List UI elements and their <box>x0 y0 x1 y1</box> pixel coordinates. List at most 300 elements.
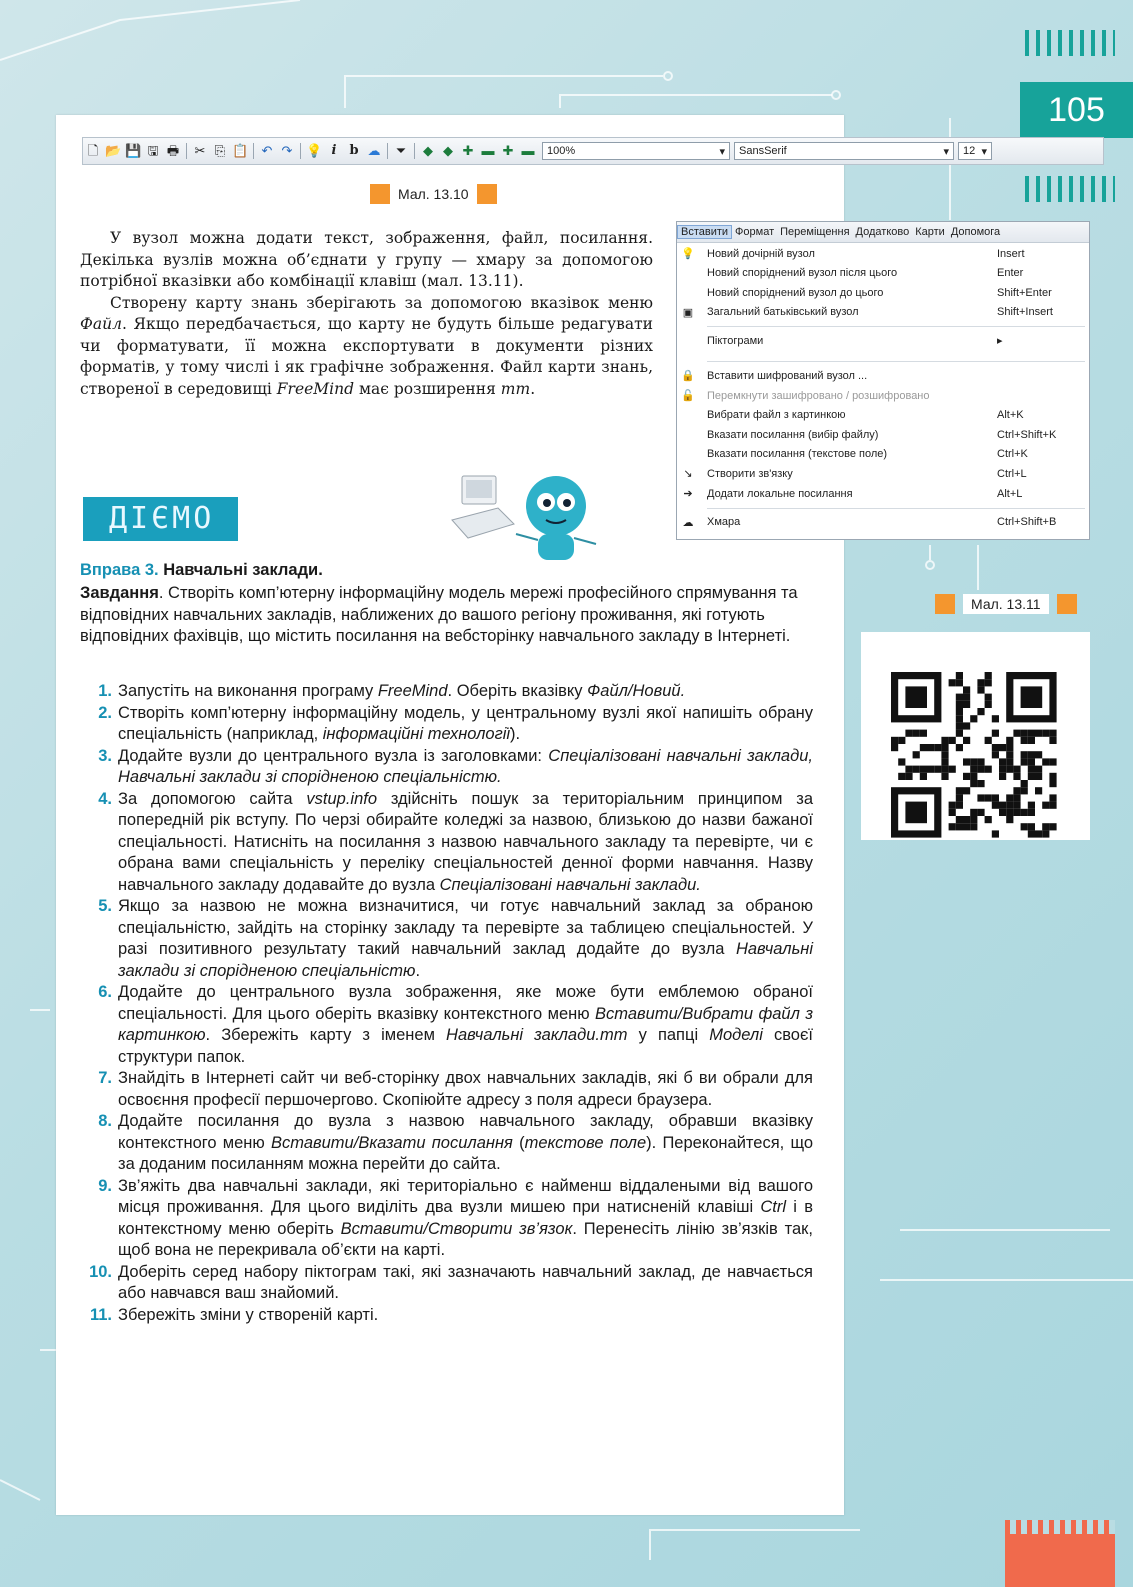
menu-item[interactable] <box>677 244 1089 263</box>
step-text: здійсніть пошук за територіальним принципом за попередній рік вступу. По черзі обирайте коледжі за назвою, близькою до назви бажаної спеціальності. Натисніть на посилання з назвою навчального закладу та перевірте, чи є обрана вами спеціальність у переліку спеціальностей денної форми навчання. Назву навчального закладу додавайте до вузла <box>118 789 813 894</box>
qr-module <box>956 802 963 809</box>
menu-item-icon: 💡 <box>681 248 695 260</box>
qr-module <box>1042 823 1049 830</box>
qr-module <box>1035 830 1042 837</box>
qr-module <box>949 823 956 830</box>
menu-item-label: Хмара <box>707 516 741 529</box>
step-text: За допомогою сайта <box>118 789 307 808</box>
qr-module <box>941 737 948 744</box>
step-item <box>80 982 813 1068</box>
qr-module <box>913 766 920 773</box>
qr-module <box>956 730 963 737</box>
step-item <box>80 789 813 897</box>
menu-bar-item-insert[interactable]: Вставити <box>677 225 732 239</box>
menu-item[interactable] <box>677 445 1089 464</box>
qr-module <box>970 766 977 773</box>
qr-module <box>891 737 898 744</box>
qr-module <box>949 809 956 816</box>
qr-module <box>1006 809 1013 816</box>
qr-module <box>1049 794 1056 801</box>
menu-item-shortcut: ▸ <box>997 335 1003 348</box>
zoom-in-icon[interactable]: ✚ <box>462 143 474 158</box>
menu-item[interactable] <box>677 484 1089 503</box>
qr-module <box>905 766 912 773</box>
qr-module <box>1049 802 1056 809</box>
arrow-right-icon[interactable]: ◆ <box>443 143 453 158</box>
qr-module <box>963 758 970 765</box>
qr-module <box>985 679 992 686</box>
qr-module <box>999 766 1006 773</box>
qr-module <box>905 773 912 780</box>
task-label: Завдання <box>80 584 159 602</box>
menu-item[interactable] <box>677 366 1089 385</box>
qr-module <box>985 701 992 708</box>
qr-module <box>999 744 1006 751</box>
qr-module <box>985 766 992 773</box>
qr-module <box>970 758 977 765</box>
menu-item-shortcut: Ctrl+L <box>997 467 1027 480</box>
qr-module <box>992 715 999 722</box>
toolbar-separator <box>387 143 388 159</box>
menu-item-icon: ➔ <box>683 488 693 500</box>
menu-bar-item-extras[interactable]: Додатково <box>855 226 910 238</box>
qr-module <box>905 802 927 824</box>
qr-module <box>956 744 963 751</box>
qr-module <box>1042 830 1049 837</box>
qr-module <box>977 708 984 715</box>
menu-bar-item-help[interactable]: Допомога <box>950 226 1001 238</box>
qr-module <box>1035 766 1042 773</box>
qr-module <box>1013 802 1020 809</box>
intro-paragraph-2: Створену карту знань зберігають за допомогою вказівок меню Файл. Якщо передбачається, що карту не будуть більше редагувати чи форматувати, її можна експортувати в документи різних форматів, у тому числі і як графічне зображення. Файл карти знань, створеної в середовищі FreeMind має розширення mm. <box>80 293 653 398</box>
save-as-icon[interactable]: 🖫 <box>147 143 159 158</box>
qr-module <box>963 816 970 823</box>
step-number: 3. <box>98 746 112 765</box>
bulb-icon[interactable]: 💡 <box>306 143 323 158</box>
qr-module <box>963 773 970 780</box>
qr-module <box>1035 730 1042 737</box>
menu-item[interactable] <box>677 513 1089 532</box>
menu-item[interactable] <box>677 303 1089 322</box>
steps-list <box>80 681 813 1326</box>
qr-module <box>920 730 927 737</box>
qr-module <box>956 708 963 715</box>
qr-module <box>963 686 970 693</box>
step-text: і в контекстному меню оберіть <box>118 1198 813 1238</box>
toolbar-separator <box>300 143 301 159</box>
qr-module <box>956 715 963 722</box>
qr-module <box>949 802 956 809</box>
step-number: 11. <box>89 1305 112 1324</box>
menu-item-label: Новий споріднений вузол до цього <box>707 286 884 299</box>
qr-module <box>1006 737 1013 744</box>
new-file-icon[interactable]: 🗋 <box>87 143 99 158</box>
step-number: 9. <box>98 1176 112 1195</box>
step-number: 5. <box>98 897 112 915</box>
qr-module <box>1042 758 1049 765</box>
qr-module <box>1049 737 1056 744</box>
qr-module <box>992 744 999 751</box>
menu-bar-item-navigate[interactable]: Переміщення <box>780 226 850 238</box>
step-number: 10. <box>89 1262 112 1281</box>
qr-module <box>1035 751 1042 758</box>
filter-icon[interactable]: ⏷ <box>395 143 407 158</box>
qr-module <box>977 794 984 801</box>
menu-divider <box>707 326 1085 327</box>
qr-module <box>999 802 1006 809</box>
step-text: FreeMind <box>377 682 448 700</box>
step-text: ( <box>512 1133 525 1152</box>
save-icon[interactable]: 💾 <box>125 143 142 158</box>
exercise-label: Вправа 3. <box>80 561 159 579</box>
qr-module <box>970 816 977 823</box>
menu-item[interactable] <box>677 283 1089 302</box>
qr-module <box>1013 766 1020 773</box>
menu-item[interactable] <box>677 464 1089 483</box>
font-size-value: 12 <box>963 145 976 157</box>
qr-module <box>992 794 999 801</box>
qr-module <box>934 744 941 751</box>
menu-bar <box>677 222 1089 243</box>
qr-module <box>1006 766 1013 773</box>
qr-module <box>985 794 992 801</box>
step-text: Додайте вузли до центрального вузла із заголовками: <box>118 746 549 765</box>
qr-module <box>1049 823 1056 830</box>
step-text: Навчальні заклади зі спорідненою спеціальністю <box>118 940 813 980</box>
step-number: 7. <box>98 1069 112 1087</box>
menu-item-icon: ↘ <box>683 468 693 481</box>
qr-module <box>970 809 977 816</box>
plus-icon[interactable]: ✚ <box>502 143 514 158</box>
caption-text: Мал. 13.10 <box>398 186 469 202</box>
qr-module <box>949 766 956 773</box>
menu-item-label: Додати локальне посилання <box>707 487 853 500</box>
menu-item-icon: 🔓 <box>681 390 695 402</box>
step-text: своєї структури папок. <box>118 1026 813 1066</box>
exercise-name: Навчальні заклади. <box>163 561 323 579</box>
step-text: Збережіть зміни у створеній карті. <box>118 1305 379 1324</box>
qr-module <box>970 823 977 830</box>
robot-illustration <box>450 468 610 568</box>
menu-bar-item-maps[interactable]: Карти <box>915 226 945 238</box>
decor-teeth-top <box>1025 30 1115 56</box>
qr-module <box>956 787 963 794</box>
step-item <box>80 896 813 982</box>
step-number: 2. <box>98 703 112 722</box>
menu-item[interactable] <box>677 331 1089 350</box>
cloud-icon[interactable]: ☁ <box>367 143 381 158</box>
task-paragraph <box>80 583 813 648</box>
step-item <box>80 746 813 789</box>
step-text: текстове поле <box>524 1133 647 1152</box>
qr-module <box>891 744 898 751</box>
qr-module <box>1021 730 1028 737</box>
caption-marker <box>935 594 955 614</box>
qr-module <box>941 773 948 780</box>
qr-module <box>1013 773 1020 780</box>
qr-module <box>992 830 999 837</box>
qr-module <box>1006 744 1013 751</box>
qr-module <box>920 744 927 751</box>
step-text: Моделі <box>709 1026 763 1044</box>
qr-module <box>977 780 984 787</box>
qr-module <box>941 744 948 751</box>
redo-icon[interactable]: ↷ <box>281 143 293 158</box>
menu-item-shortcut: Alt+L <box>997 487 1023 500</box>
menu-item-label: Піктограми <box>707 334 764 347</box>
qr-module <box>949 679 956 686</box>
menu-bar-item-format[interactable]: Формат <box>735 226 775 238</box>
font-select[interactable] <box>734 142 954 160</box>
qr-module <box>941 758 948 765</box>
qr-module <box>985 672 992 679</box>
menu-item-label: Створити зв'язку <box>707 467 793 480</box>
caption-text: Мал. 13.11 <box>963 594 1049 614</box>
step-number: 4. <box>98 789 112 808</box>
menu-item-label: Загальний батьківський вузол <box>707 306 859 319</box>
qr-module <box>1013 787 1020 794</box>
qr-module <box>1013 730 1020 737</box>
step-item <box>80 1305 813 1327</box>
menu-item-icon: ☁ <box>682 516 694 529</box>
toolbar-separator <box>414 143 415 159</box>
step-text: Спеціалізовані навчальні заклади. <box>439 875 701 894</box>
qr-module <box>992 751 999 758</box>
menu-item[interactable] <box>677 264 1089 283</box>
step-text: Файл/Новий. <box>587 682 686 700</box>
menu-item-shortcut: Shift+Insert <box>997 306 1053 319</box>
caption-marker <box>1057 594 1077 614</box>
qr-module <box>956 722 963 729</box>
qr-module <box>905 730 912 737</box>
qr-module <box>1042 730 1049 737</box>
qr-module <box>1021 780 1028 787</box>
step-text: Знайдіть в Інтернеті сайт чи веб-сторінку двох навчальних закладів, які б ви обрали для освоєння професії першочергово. Скопіюйте адресу з поля адреси браузера. <box>118 1069 813 1109</box>
font-size-select[interactable] <box>958 142 992 160</box>
step-text: ). <box>510 725 521 743</box>
zoom-select[interactable] <box>542 142 730 160</box>
font-value: SansSerif <box>739 145 787 157</box>
cut-icon[interactable]: ✂ <box>194 143 206 158</box>
step-item <box>80 1111 813 1176</box>
qr-module <box>992 802 999 809</box>
qr-module <box>920 773 927 780</box>
qr-module <box>963 737 970 744</box>
qr-module <box>927 744 934 751</box>
menu-item-shortcut: Enter <box>997 267 1024 280</box>
qr-code[interactable] <box>861 632 1090 840</box>
qr-module <box>963 694 970 701</box>
qr-module <box>1028 766 1035 773</box>
figure-caption-13-11 <box>935 594 1077 614</box>
qr-module <box>1028 751 1035 758</box>
qr-module <box>941 766 948 773</box>
toolbar-separator <box>186 143 187 159</box>
paste-icon[interactable]: 📋 <box>232 143 249 158</box>
qr-module <box>1028 823 1035 830</box>
step-text: Додайте посилання до вузла з назвою навчального закладу, обравши вказівку контекстного меню <box>118 1112 813 1152</box>
zoom-value: 100% <box>547 145 576 157</box>
qr-module <box>898 737 905 744</box>
qr-module <box>1021 686 1043 708</box>
intro-paragraph-1: У вузол можна додати текст, зображення, файл, посилання. Декілька вузлів можна об’єднати у групу — хмару за допомогою потрібної вказівки або комбінації клавіш (мал. 13.11). <box>80 229 653 290</box>
caption-marker <box>477 184 497 204</box>
chevron-down-icon: ▾ <box>719 145 725 158</box>
decor-teeth-mid <box>1025 176 1115 202</box>
step-text: Вставити/Створити зв’язок <box>340 1219 573 1238</box>
menu-item-shortcut: Insert <box>997 247 1025 260</box>
step-number: 6. <box>98 983 112 1001</box>
zoom-out-icon[interactable]: ▬ <box>481 143 495 158</box>
qr-module <box>970 780 977 787</box>
qr-module <box>949 737 956 744</box>
step-text: Доберіть серед набору піктограм такі, які зазначають навчальний заклад, де навчається або навчався ваш знайомий. <box>118 1262 813 1302</box>
step-text: . Збережіть карту з іменем <box>205 1026 447 1044</box>
qr-module <box>1006 751 1013 758</box>
bold-icon[interactable]: b <box>349 143 359 158</box>
qr-module <box>913 751 920 758</box>
qr-module <box>1021 751 1028 758</box>
qr-module <box>963 722 970 729</box>
qr-module <box>1028 830 1035 837</box>
step-text: . <box>415 961 421 980</box>
qr-module <box>956 794 963 801</box>
step-text: у папці <box>627 1026 710 1044</box>
menu-item-label: Вказати посилання (вибір файлу) <box>707 428 879 441</box>
step-text: Якщо за назвою не можна визначитися, чи готує навчальний заклад за обраною спеціальністю, зайдіть на сторінку закладу та перевірте за таблицею спеціальностей. У разі позитивного результату такий навчальний заклад додайте до вузла <box>118 897 813 958</box>
qr-module <box>977 679 984 686</box>
step-text: Вставити/Вибрати файл з картинкою <box>118 1004 813 1044</box>
qr-module <box>941 751 948 758</box>
qr-code-card <box>861 632 1090 840</box>
menu-divider <box>707 361 1085 362</box>
menu-item-label: Вибрати файл з картинкою <box>707 409 846 422</box>
step-text: Зв’яжіть два навчальні заклади, які територіально є найменш віддалеными від вашого місця проживання. Для цього виділіть два вузли мишею при натисненій клавіші <box>118 1176 813 1216</box>
menu-item[interactable] <box>677 406 1089 425</box>
qr-module <box>956 679 963 686</box>
qr-module <box>1021 787 1028 794</box>
qr-module <box>956 816 963 823</box>
step-item <box>80 1068 813 1111</box>
qr-module <box>963 787 970 794</box>
qr-module <box>1042 802 1049 809</box>
qr-module <box>1035 787 1042 794</box>
arrow-left-icon[interactable]: ◆ <box>423 143 433 158</box>
menu-item-label: Вказати посилання (текстове поле) <box>707 448 888 461</box>
qr-module <box>999 809 1006 816</box>
qr-module <box>934 766 941 773</box>
step-text: Запустіть на виконання програму <box>118 682 378 700</box>
qr-module <box>985 694 992 701</box>
menu-item-icon: ▣ <box>682 306 694 319</box>
step-item <box>80 1176 813 1262</box>
qr-module <box>1028 773 1035 780</box>
qr-module <box>1035 773 1042 780</box>
qr-module <box>956 701 963 708</box>
qr-module <box>1006 794 1013 801</box>
qr-module <box>1021 737 1028 744</box>
open-file-icon[interactable]: 📂 <box>105 143 122 158</box>
qr-module <box>977 766 984 773</box>
step-text: vstup.info <box>306 789 378 808</box>
qr-module <box>898 773 905 780</box>
exercise-title <box>80 561 323 580</box>
menu-divider <box>707 508 1085 509</box>
step-item <box>80 1262 813 1305</box>
step-text: Створіть комп’ютерну інформаційну модель, у центральному вузлі якої напишіть обрану спеціальність (наприклад, <box>118 703 813 743</box>
qr-module <box>977 686 984 693</box>
qr-module <box>956 823 963 830</box>
qr-module <box>956 694 963 701</box>
qr-module <box>985 816 992 823</box>
menu-item-shortcut: Shift+Enter <box>997 286 1052 299</box>
undo-icon[interactable]: ↶ <box>261 143 273 158</box>
chevron-down-icon: ▾ <box>943 145 949 158</box>
qr-module <box>1006 816 1013 823</box>
menu-item-shortcut: Ctrl+Shift+K <box>997 428 1057 441</box>
menu-item-shortcut: Ctrl+Shift+B <box>997 516 1057 529</box>
qr-module <box>999 758 1006 765</box>
intro-text <box>80 228 653 400</box>
qr-module <box>999 773 1006 780</box>
menu-item <box>677 386 1089 405</box>
qr-module <box>1013 794 1020 801</box>
caption-marker <box>370 184 390 204</box>
menu-item-label: Перемкнути зашифровано / розшифровано <box>707 389 930 402</box>
qr-module <box>913 730 920 737</box>
step-text: ). Переконайтеся, що за доданим посиланням можна перейти до сайта. <box>118 1133 814 1173</box>
qr-module <box>1028 730 1035 737</box>
qr-module <box>963 823 970 830</box>
step-text: інформаційні технології <box>322 725 511 743</box>
step-number: 1. <box>98 682 112 700</box>
print-icon[interactable]: 🖶 <box>166 143 180 158</box>
step-item <box>80 703 813 746</box>
step-text: . Перенесіть лінію зв’язків так, щоб вона не перекривала об’єкти на карті. <box>118 1219 813 1259</box>
qr-module <box>905 686 927 708</box>
chevron-down-icon: ▾ <box>981 145 987 158</box>
menu-item-icon: 🔒 <box>681 370 695 383</box>
copy-icon[interactable]: ⎘ <box>214 143 226 158</box>
qr-module <box>956 672 963 679</box>
qr-module <box>898 758 905 765</box>
qr-module <box>977 809 984 816</box>
step-text: Спеціалізовані навчальні заклади, Навчальні заклади зі спорідненою спеціальністю. <box>118 746 813 786</box>
toolbar-separator <box>253 143 254 159</box>
qr-module <box>1028 737 1035 744</box>
qr-module <box>1028 758 1035 765</box>
decor-teeth-bottom-cut <box>1005 1520 1115 1534</box>
step-item <box>80 681 813 703</box>
step-text: . Оберіть вказівку <box>447 682 588 700</box>
qr-module <box>1049 780 1056 787</box>
italic-icon[interactable]: i <box>331 143 337 158</box>
section-label-diemo: ДІЄМО <box>83 497 238 541</box>
minus-icon[interactable]: ▬ <box>521 143 535 158</box>
qr-module <box>1028 809 1035 816</box>
menu-item-label: Вставити шифрований вузол ... <box>707 369 868 382</box>
step-text: Навчальні заклади.mm <box>446 1026 628 1044</box>
qr-module <box>977 758 984 765</box>
qr-module <box>927 766 934 773</box>
insert-menu <box>676 221 1090 540</box>
qr-module <box>963 701 970 708</box>
menu-item[interactable] <box>677 425 1089 444</box>
page-number: 105 <box>1020 82 1133 138</box>
qr-module <box>970 773 977 780</box>
qr-module <box>1021 758 1028 765</box>
qr-module <box>985 737 992 744</box>
